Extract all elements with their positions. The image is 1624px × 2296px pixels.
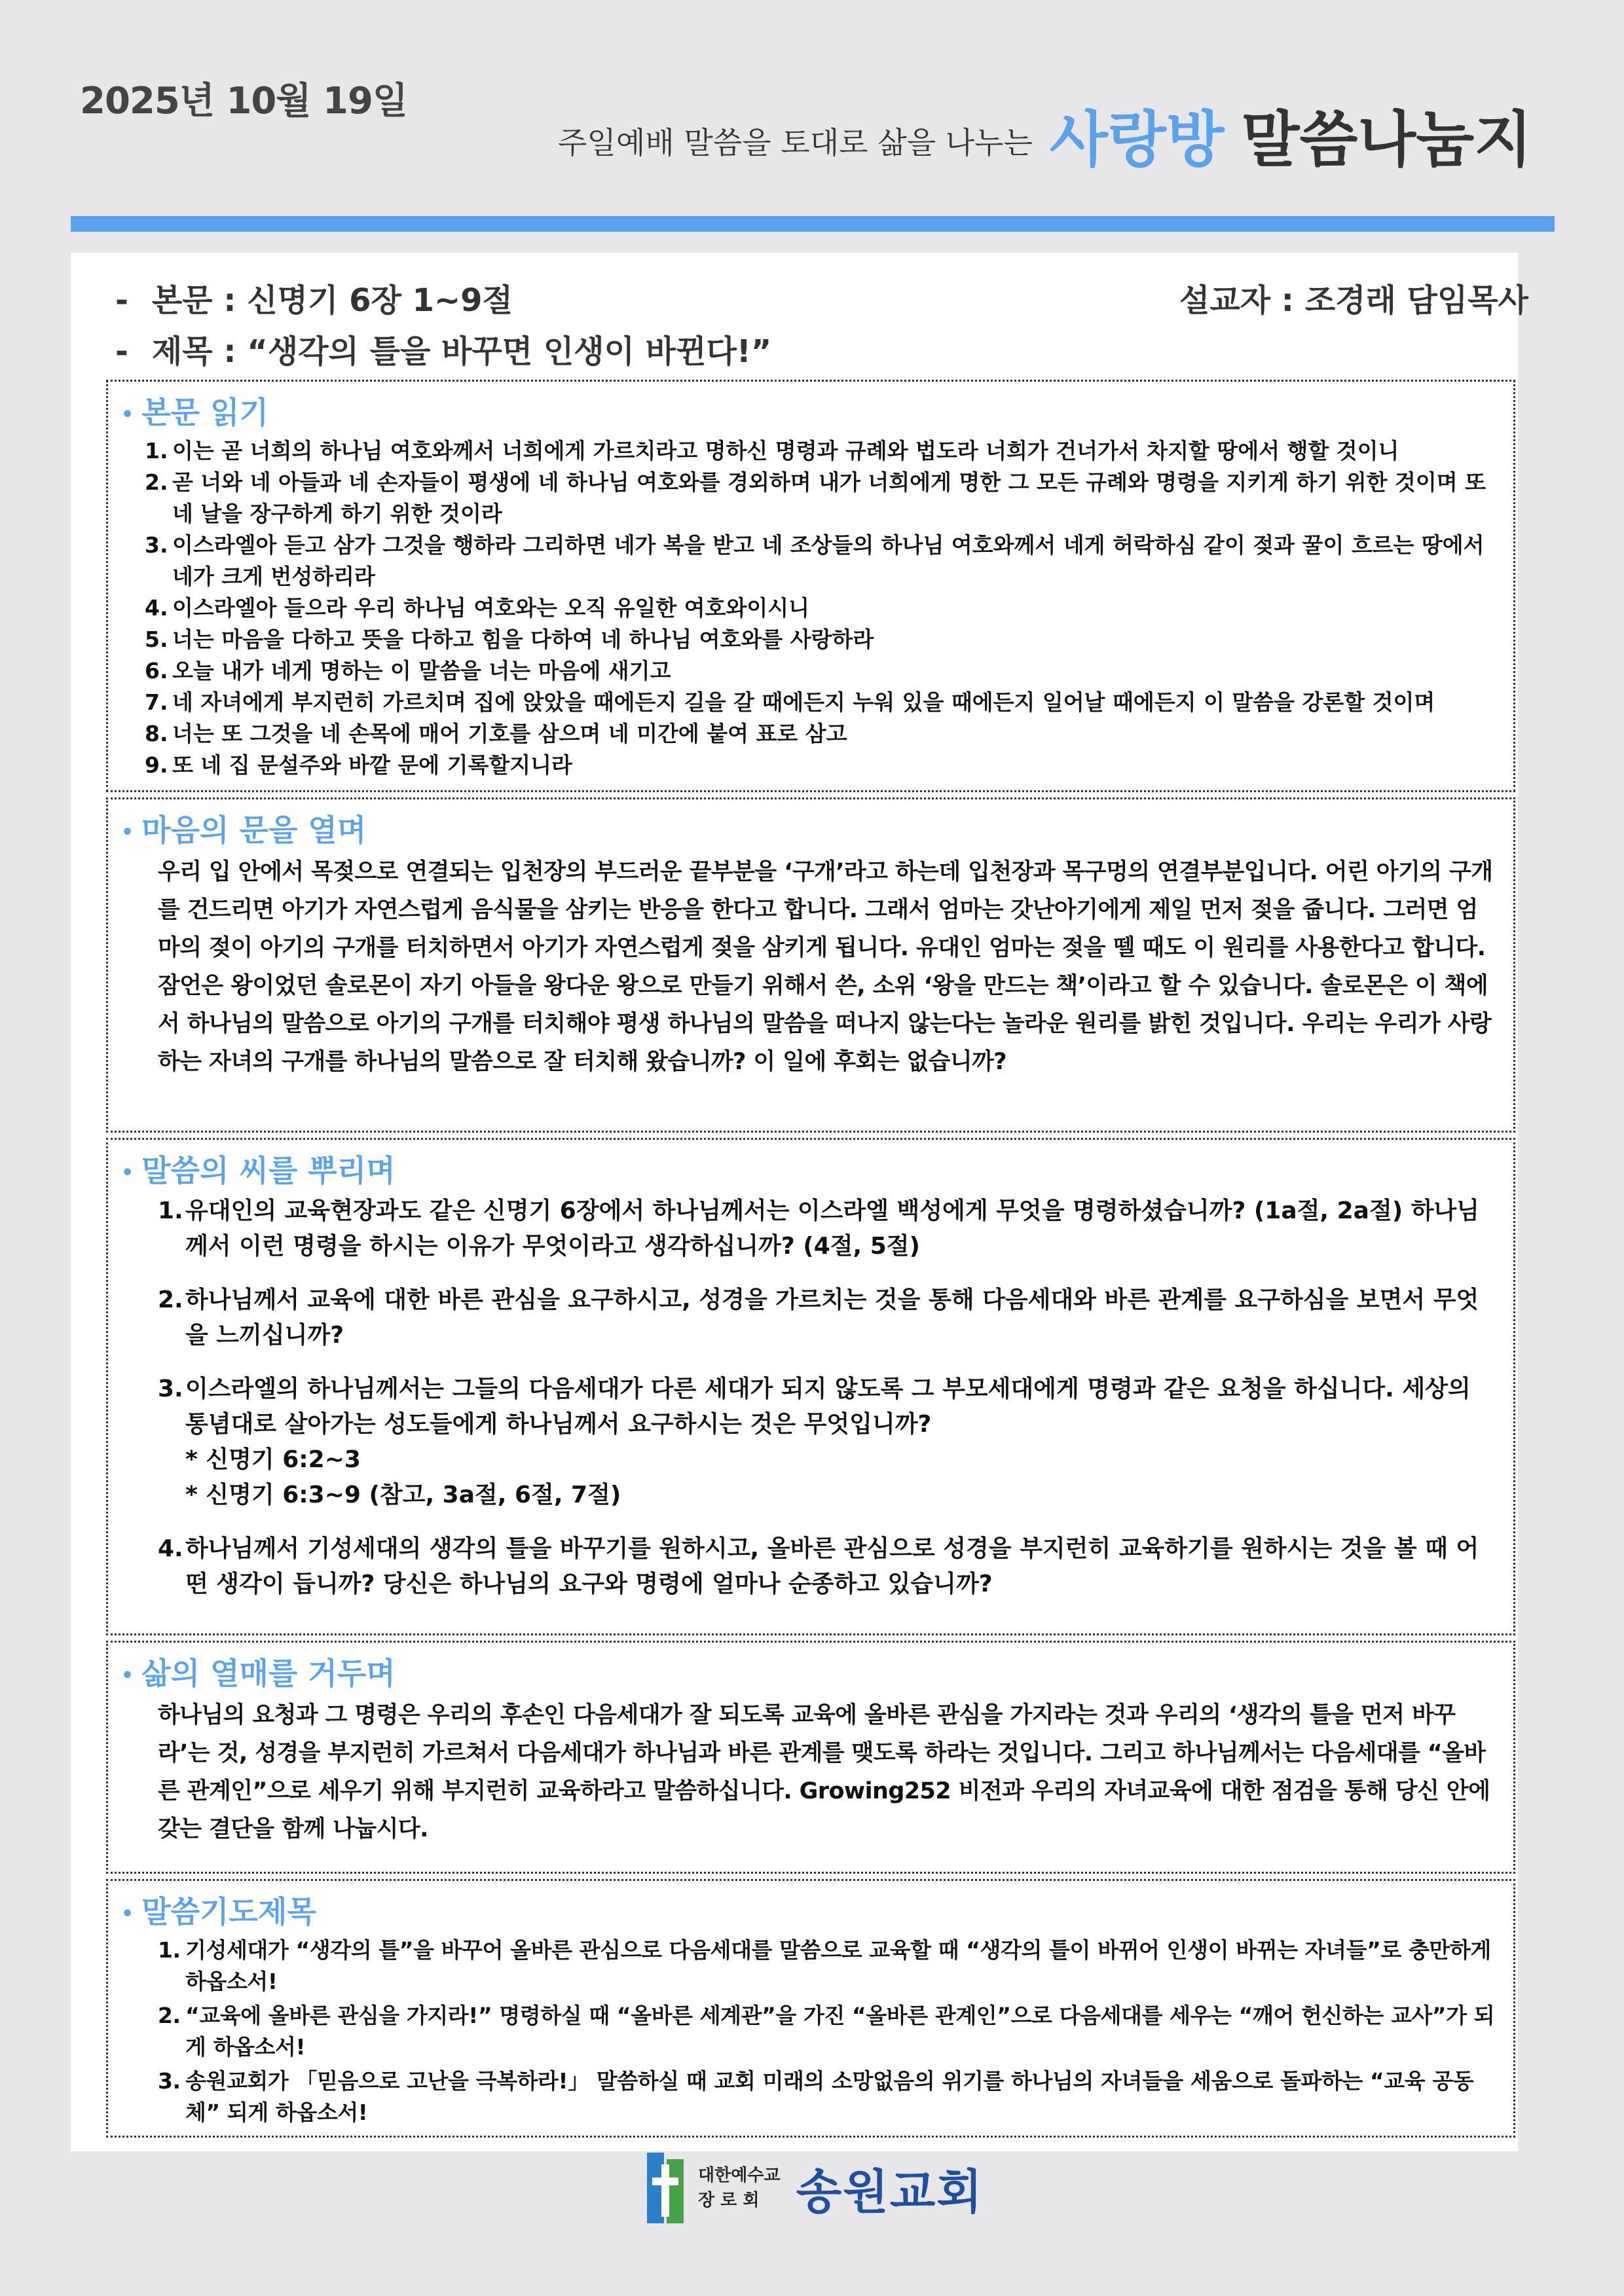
questions-section: [106, 1138, 1515, 1635]
scripture-reading-section: [106, 380, 1515, 792]
question-item: 4. 하나님께서 기성세대의 생각의 틀을 바꾸기를 원하시고, 올바른 관심으로 성경을 부지런히 교육하기를 원하시는 것을 볼 때 어떤 생각이 듭니까? 당신은 하나님의 요구와 명령에 얼마나 순종하고 있습니까?: [158, 1535, 1479, 1597]
scripture-reference: * 신명기 6:3~9 (참고, 3a절, 6절, 7절): [185, 1481, 621, 1508]
sermon-title-line: [115, 326, 771, 371]
opening-paragraph: 우리 입 안에서 목젖으로 연결되는 입천장의 부드러운 끝부분을 ‘구개’라고 하는데 입천장과 목구멍의 연결부분입니다. 어린 아기의 구개를 건드리면 아기가 자연스럽게 음식물을 삼키는 반응을 한다고 합니다. 그래서 엄마는 갓난아기에게 제일 먼저 젖을 줍니다. 그러면 엄마의 젖이 아기의 구개를 터치하면서 아기가 자연스럽게 젖을 삼키게 됩니다. 유대인 엄마는 젖을 뗄 때도 이 원리를 사용한다고 합니다.: [158, 858, 1493, 961]
verse-list: [121, 435, 1500, 781]
denomination-line: 대한예수교: [698, 2166, 781, 2185]
verse-item: 1. 이는 곧 너희의 하나님 여호와께서 너희에게 가르치라고 명하신 명령과 규례와 법도라 너희가 건너가서 차지할 땅에서 행할 것이니: [145, 437, 1399, 464]
section-heading-questions: • 말씀의 씨를 뿌리며: [121, 1153, 396, 1188]
scripture-reference: * 신명기 6:2~3: [185, 1446, 361, 1473]
header-title-highlight: 사랑방: [1050, 105, 1225, 175]
verse-item: 3. 이스라엘아 듣고 삼가 그것을 행하라 그리하면 네가 복을 받고 네 조상들의 하나님 여호와께서 네게 허락하심 같이 젖과 꿀이 흐르는 땅에서 네가 크게 번성하리라: [145, 532, 1485, 589]
bullet-icon: •: [121, 1664, 134, 1687]
verse-item: 4. 이스라엘아 들으라 우리 하나님 여호와는 오직 유일한 여호와이시니: [145, 594, 810, 621]
header-subtitle: 주일예배 말씀을 토대로 삶을 나누는: [557, 125, 1033, 160]
church-name: 송원교회: [796, 2164, 984, 2219]
passage-line: [115, 275, 513, 320]
verse-item: 2. 곧 너와 네 아들과 네 손자들이 평생에 네 하나님 여호와를 경외하며 내가 너희에게 명한 그 모든 규례와 명령을 지키게 하기 위한 것이며 또 네 날을 장구하게 하기 위한 것이라: [145, 469, 1486, 526]
section-heading-application: • 삶의 열매를 거두며: [121, 1656, 396, 1691]
header-title-line: [557, 105, 1532, 175]
church-logo: [647, 2153, 984, 2223]
verse-item: 8. 너는 또 그것을 네 손목에 매어 기호를 삼으며 네 미간에 붙여 표로 삼고: [145, 720, 847, 746]
sermon-title: 제목 : “생각의 틀을 바꾸면 인생이 바뀐다!”: [151, 333, 772, 370]
verse-item: 6. 오늘 내가 네게 명하는 이 말씀을 너는 마음에 새기고: [145, 657, 671, 683]
passage-dash: -: [115, 282, 128, 319]
bullet-icon: •: [121, 403, 134, 426]
verse-item: 7. 네 자녀에게 부지런히 가르치며 집에 앉았을 때에든지 길을 갈 때에든지 누워 있을 때에든지 일어날 때에든지 이 말씀을 강론할 것이며: [145, 689, 1435, 715]
header-divider-bar: [71, 216, 1555, 232]
prayer-item: 2. “교육에 올바른 관심을 가지라!” 명령하실 때 “올바른 세계관”을 가진 “올바른 관계인”으로 다음세대를 세우는 “깨어 헌신하는 교사”가 되게 하옵소서!: [158, 2002, 1495, 2060]
section-heading-reading: • 본문 읽기: [121, 395, 268, 430]
verse-item: 9. 또 네 집 문설주와 바깥 문에 기록할지니라: [145, 752, 572, 778]
prayer-section: [106, 1879, 1515, 2138]
question-item: 1. 유대인의 교육현장과도 같은 신명기 6장에서 하나님께서는 이스라엘 백성에게 무엇을 명령하셨습니까? (1a절, 2a절) 하나님께서 이런 명령을 하시는 이유가 무엇이라고 생각하십니까? (4절, 5절): [158, 1197, 1480, 1260]
sermon-title-dash: -: [115, 333, 128, 370]
verse-item: 5. 너는 마음을 다하고 뜻을 다하고 힘을 다하여 네 하나님 여호와를 사랑하라: [145, 626, 874, 652]
application-section: [106, 1641, 1515, 1874]
section-heading-opening: • 마음의 문을 열며: [121, 812, 367, 848]
header-title: 말씀나눔지: [1241, 105, 1532, 175]
denomination: [698, 2163, 781, 2213]
date: 2025년 10월 19일: [80, 80, 407, 122]
bullet-icon: •: [121, 1903, 134, 1925]
cross-logo-icon: [647, 2153, 684, 2223]
bullet-icon: •: [121, 1161, 134, 1184]
application-paragraph: 하나님의 요청과 그 명령은 우리의 후손인 다음세대가 잘 되도록 교육에 올바른 관심을 가지라는 것과 우리의 ‘생각의 틀을 먼저 바꾸라’는 것, 성경을 부지런히 가르쳐서 다음세대가 하나님과 바른 관계를 맺도록 하라는 것입니다. 그리고 하나님께서는 다음세대를 “올바른 관계인”으로 세우기 위해 부지런히 교육하라고 말씀하십니다. Growing252 비전과 우리의 자녀교육에 대한 점검을 통해 당신 안에 갖는 결단을 함께 나눕시다.: [158, 1702, 1490, 1842]
preacher: 설교자 : 조경래 담임목사: [1179, 282, 1528, 319]
prayer-list: [121, 1935, 1500, 2128]
denomination-line: 장 로 회: [698, 2191, 760, 2210]
question-item: 2. 하나님께서 교육에 대한 바른 관심을 요구하시고, 성경을 가르치는 것을 통해 다음세대와 바른 관계를 요구하심을 보면서 무엇을 느끼십니까?: [158, 1286, 1479, 1349]
opening-paragraph: 잠언은 왕이었던 솔로몬이 자기 아들을 왕다운 왕으로 만들기 위해서 쓴, 소위 ‘왕을 만드는 책’이라고 할 수 있습니다. 솔로몬은 이 책에서 하나님의 말씀으로 아기의 구개를 터치해야 평생 하나님의 말씀을 떠나지 않는다는 놀라운 원리를 밝힌 것입니다. 우리는 우리가 사랑하는 자녀의 구개를 하나님의 말씀으로 잘 터치해 왔습니까? 이 일에 후회는 없습니까?: [158, 972, 1492, 1075]
section-heading-prayer: • 말씀기도제목: [121, 1894, 316, 1929]
question-list: [121, 1194, 1500, 1602]
opening-section: [106, 797, 1515, 1133]
passage: 본문 : 신명기 6장 1~9절: [151, 282, 513, 319]
bullet-icon: •: [121, 821, 134, 844]
question-item: 3. 이스라엘의 하나님께서는 그들의 다음세대가 다른 세대가 되지 않도록 그 부모세대에게 명령과 같은 요청을 하십니다. 세상의 통념대로 살아가는 성도들에게 하나님께서 요구하시는 것은 무엇입니까? * 신명기 6:2~3 * 신명기 6:3~9 (참고, 3a절, 6절, 7절): [121, 1372, 1500, 1513]
prayer-item: 3. 송원교회가 「믿음으로 고난을 극복하라!」 말씀하실 때 교회 미래의 소망없음의 위기를 하나님의 자녀들을 세움으로 돌파하는 “교육 공동체” 되게 하옵소서!: [158, 2068, 1474, 2125]
prayer-item: 1. 기성세대가 “생각의 틀”을 바꾸어 올바른 관심으로 다음세대를 말씀으로 교육할 때 “생각의 틀이 바뀌어 인생이 바뀌는 자녀들”로 충만하게 하옵소서!: [158, 1937, 1491, 1994]
